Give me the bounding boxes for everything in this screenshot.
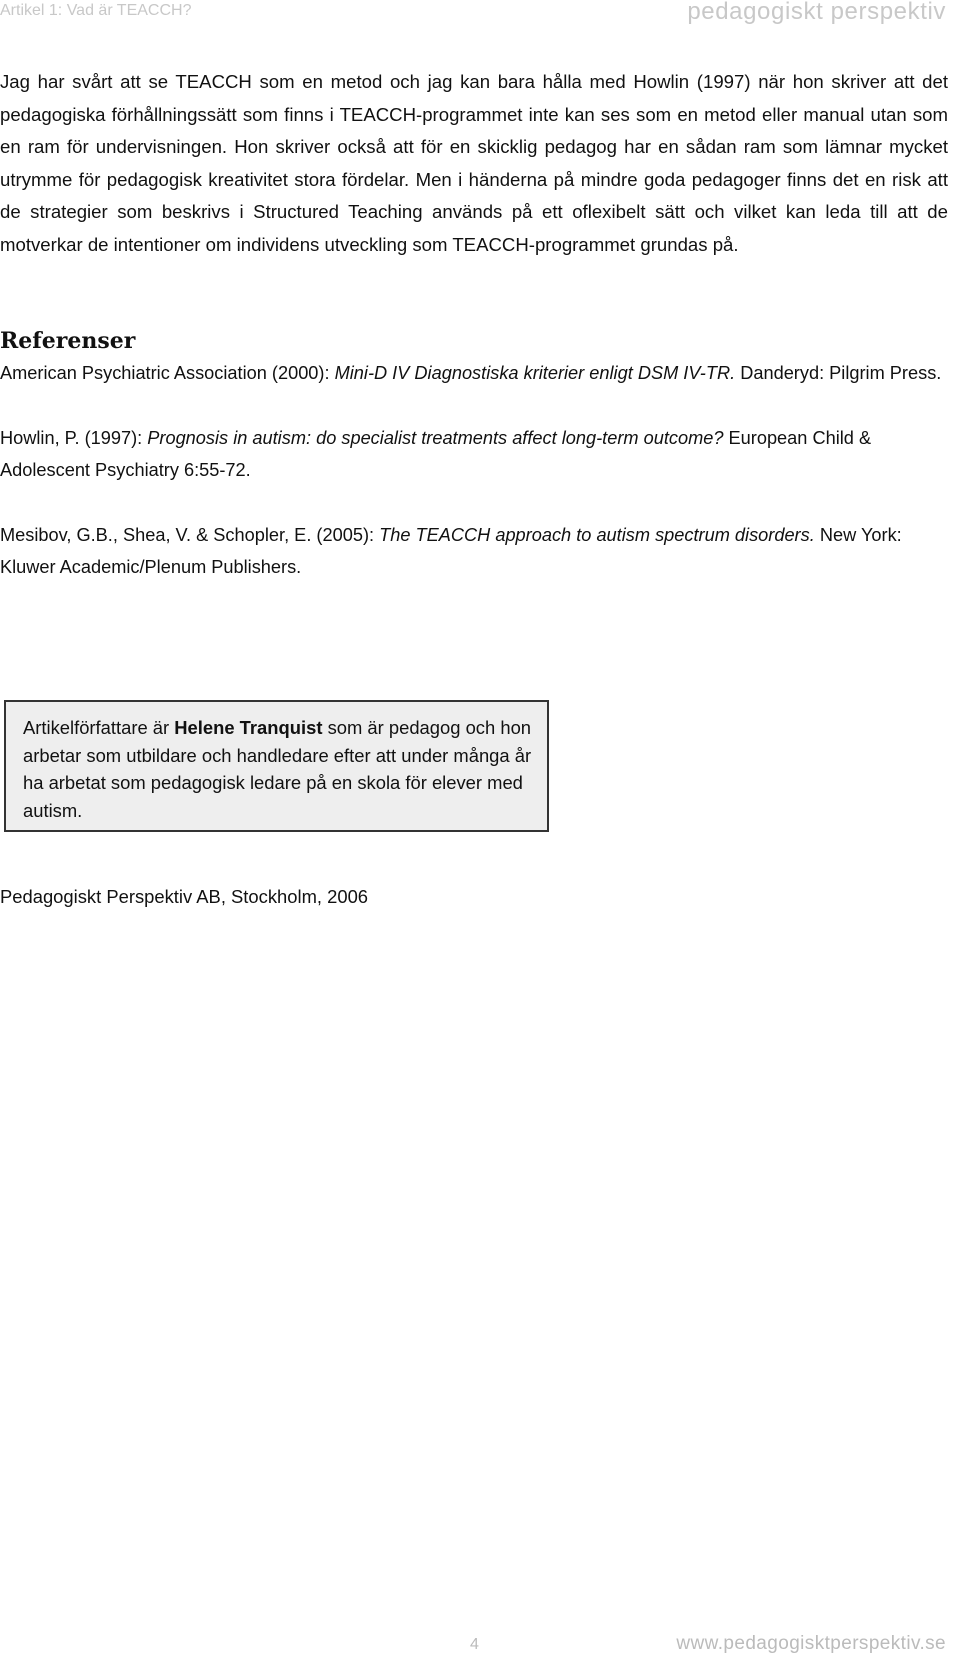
header-brand: pedagogiskt perspektiv [687, 0, 946, 25]
reference-title: The TEACCH approach to autism spectrum disorders. [379, 525, 815, 545]
reference-authors: Howlin, P. (1997): [0, 428, 148, 448]
author-info-prefix: Artikelförfattare är [23, 717, 175, 738]
header-article-title: Artikel 1: Vad är TEACCH? [0, 2, 192, 19]
page-number: 4 [470, 1636, 479, 1653]
body-paragraph: Jag har svårt att se TEACCH som en metod och jag kan bara hålla med Howlin (1997) när hon skriver att det pedagogiska förhållningssätt som finns i TEACCH-programmet inte kan ses som en metod eller manual utan som en ram för undervisningen. Hon skriver också att för en skicklig pedagog har en sådan ram som lämnar mycket utrymme för pedagogisk kreativitet stora fördelar. Men i händerna på mindre goda pedagoger finns det en risk att de strategier som beskrivs i Structured Teaching används på ett oflexibelt sätt och vilket kan leda till att de motverkar de intentioner om individens utveckling som TEACCH-programmet grundas på. [0, 71, 948, 255]
reference-item [0, 519, 955, 583]
references-heading: Referenser [0, 328, 136, 354]
reference-publisher: European Child & Adolescent Psychiatry 6:55-72. [0, 428, 872, 480]
reference-authors: Mesibov, G.B., Shea, V. & Schopler, E. (2005): [0, 525, 380, 545]
author-info-box [4, 700, 549, 832]
reference-authors: American Psychiatric Association (2000): [0, 363, 335, 383]
reference-publisher: New York: Kluwer Academic/Plenum Publishers. [0, 525, 902, 577]
reference-item [0, 357, 955, 389]
references-list [0, 357, 955, 616]
reference-publisher: Danderyd: Pilgrim Press. [735, 363, 942, 383]
footer-website: www.pedagogisktperspektiv.se [676, 1633, 946, 1654]
publisher-line: Pedagogiskt Perspektiv AB, Stockholm, 2006 [0, 886, 369, 907]
reference-title: Prognosis in autism: do specialist treatments affect long-term outcome? [147, 428, 724, 448]
author-info-suffix: som är pedagog och hon arbetar som utbildare och handledare efter att under många år ha arbetat som pedagogisk ledare på en skola för elever med autism. [23, 717, 532, 821]
reference-title: Mini-D IV Diagnostiska kriterier enligt DSM IV-TR. [334, 363, 736, 383]
author-name: Helene Tranquist [174, 717, 323, 738]
reference-item [0, 422, 955, 486]
